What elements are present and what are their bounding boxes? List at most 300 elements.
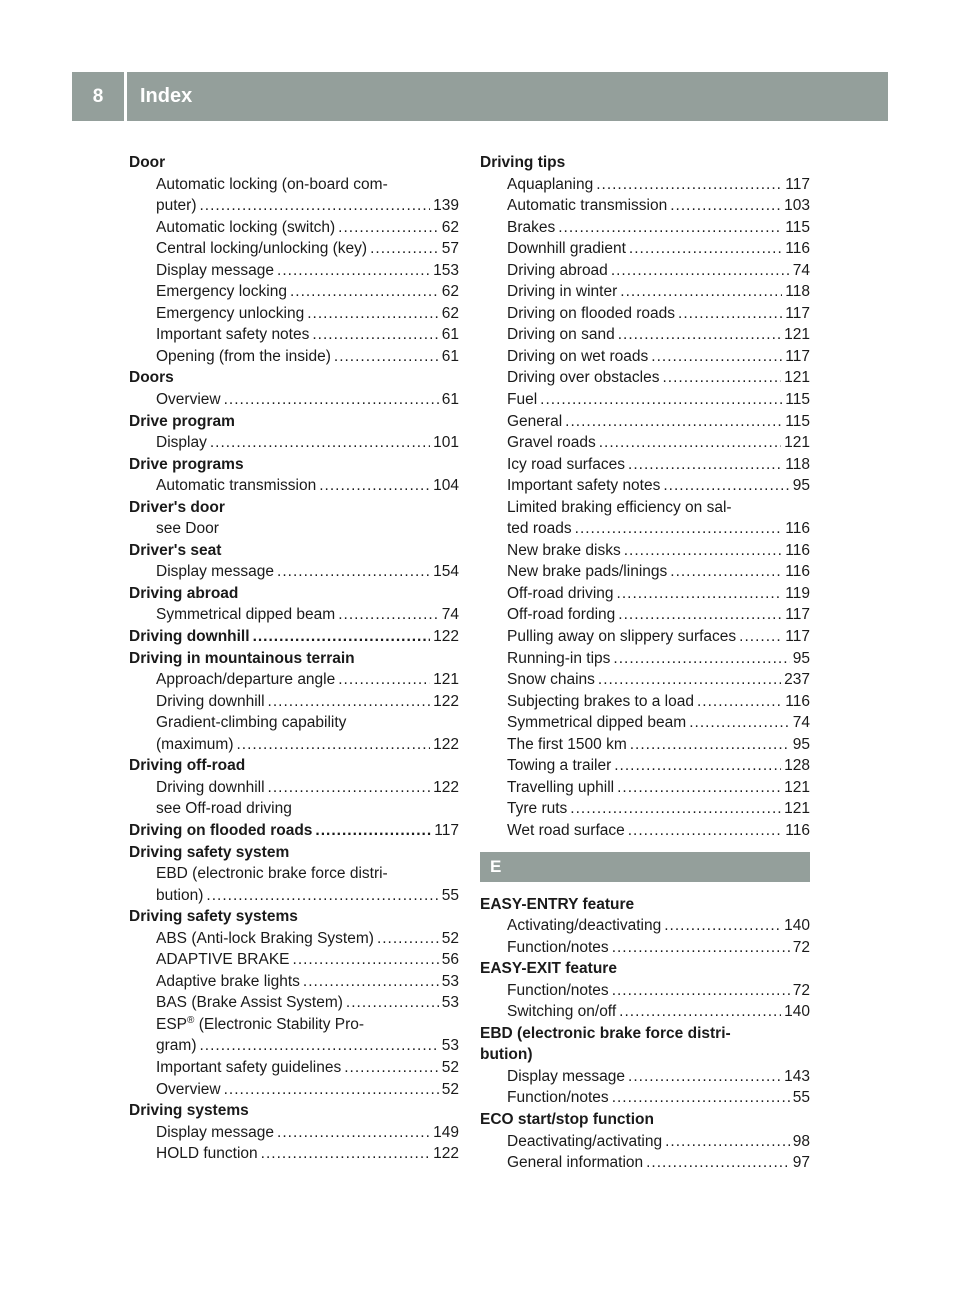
entry-text: Towing a trailer	[507, 757, 612, 775]
index-heading: Door	[129, 154, 166, 171]
leader-dots	[612, 980, 790, 1002]
page-ref: 121	[784, 326, 810, 344]
index-entry	[480, 346, 810, 368]
index-heading-entry	[129, 626, 459, 648]
entry-text: Driving on sand	[507, 326, 615, 344]
entry-text: Automatic transmission	[156, 477, 317, 495]
page-ref: 74	[792, 714, 810, 732]
leader-dots	[665, 1131, 790, 1153]
index-entry	[129, 777, 459, 799]
entry-text: Symmetrical dipped beam	[156, 606, 336, 624]
page-ref: 117	[434, 821, 459, 839]
page-ref: 95	[792, 477, 810, 495]
entry-text: Approach/departure angle	[156, 671, 336, 689]
leader-dots	[319, 475, 430, 497]
page-ref: 122	[433, 735, 459, 753]
leader-dots	[344, 1057, 439, 1079]
leader-dots	[261, 1143, 430, 1165]
entry-text: Wet road surface	[507, 821, 625, 839]
index-entry	[480, 518, 810, 540]
index-entry	[480, 561, 810, 583]
index-entry	[129, 928, 459, 950]
page-ref: 115	[785, 391, 810, 409]
entry-text: Display message	[156, 1123, 275, 1141]
leader-dots	[307, 303, 439, 325]
entry-text: Aquaplaning	[507, 175, 594, 193]
entry-text: Automatic transmission	[507, 197, 668, 215]
leader-dots	[293, 949, 439, 971]
index-entry	[129, 885, 459, 907]
leader-dots	[598, 669, 781, 691]
entry-text: Driving on flooded roads	[129, 821, 313, 839]
index-subentry-text: EBD (electronic brake force distri-	[156, 865, 388, 883]
page-ref: 122	[433, 778, 459, 796]
entry-text: Function/notes	[507, 938, 609, 956]
entry-text: Important safety notes	[507, 477, 661, 495]
index-column-left	[129, 152, 459, 1165]
leader-dots	[224, 1079, 439, 1101]
index-entry	[480, 937, 810, 959]
leader-dots	[628, 454, 782, 476]
index-entry	[129, 1122, 459, 1144]
page-ref: 56	[441, 951, 459, 969]
entry-text: Snow chains	[507, 671, 595, 689]
entry-text: Emergency unlocking	[156, 304, 305, 322]
index-entry	[129, 992, 459, 1014]
entry-text: Symmetrical dipped beam	[507, 714, 687, 732]
leader-dots	[206, 885, 438, 907]
leader-dots	[312, 324, 438, 346]
index-heading: EASY-EXIT feature	[480, 960, 617, 978]
entry-text: ABS (Anti-lock Braking System)	[156, 929, 374, 947]
entry-text: Display message	[156, 563, 275, 581]
leader-dots	[570, 798, 781, 820]
leader-dots	[614, 755, 781, 777]
index-entry	[129, 324, 459, 346]
page-ref: 121	[784, 800, 810, 818]
page-ref: 153	[433, 261, 459, 279]
leader-dots	[338, 669, 430, 691]
entry-text: BAS (Brake Assist System)	[156, 994, 343, 1012]
page-ref: 72	[792, 981, 810, 999]
index-entry	[129, 281, 459, 303]
entry-text: Icy road surfaces	[507, 455, 626, 473]
index-entry	[129, 260, 459, 282]
page-ref: 121	[784, 369, 810, 387]
index-heading: Drive programs	[129, 455, 244, 473]
index-heading: Driving safety system	[129, 843, 290, 861]
leader-dots	[739, 626, 782, 648]
index-entry	[480, 980, 810, 1002]
page-ref: 72	[792, 938, 810, 956]
index-column-right	[480, 152, 810, 1174]
index-entry	[480, 712, 810, 734]
entry-text: Opening (from the inside)	[156, 347, 331, 365]
leader-dots	[565, 411, 782, 433]
index-entry	[480, 217, 810, 239]
leader-dots	[277, 260, 430, 282]
entry-text: Important safety guidelines	[156, 1058, 342, 1076]
leader-dots	[629, 238, 782, 260]
page-ref: 140	[784, 917, 810, 935]
leader-dots	[277, 561, 430, 583]
leader-dots	[628, 820, 783, 842]
index-heading: Driving safety systems	[129, 908, 298, 926]
entry-text: Subjecting brakes to a load	[507, 692, 694, 710]
page-ref: 95	[792, 649, 810, 667]
header-bar	[72, 72, 888, 121]
leader-dots	[334, 346, 439, 368]
page-ref: 101	[433, 434, 459, 452]
index-entry	[129, 669, 459, 691]
entry-text: Overview	[156, 1080, 221, 1098]
entry-text: Off-road driving	[507, 584, 614, 602]
index-entry	[480, 174, 810, 196]
index-entry	[480, 324, 810, 346]
leader-dots	[663, 475, 789, 497]
index-heading: Doors	[129, 369, 174, 387]
page-ref: 52	[441, 929, 459, 947]
page-ref: 121	[784, 778, 810, 796]
index-entry	[480, 475, 810, 497]
entry-text: Driving downhill	[156, 778, 265, 796]
leader-dots	[664, 915, 781, 937]
page-ref: 143	[784, 1067, 810, 1085]
leader-dots	[670, 561, 782, 583]
index-entry	[129, 691, 459, 713]
index-entry	[129, 604, 459, 626]
index-subentry-text: see Off-road driving	[156, 800, 292, 818]
index-entry	[129, 561, 459, 583]
leader-dots	[697, 691, 782, 713]
entry-text: ADAPTIVE BRAKE	[156, 951, 290, 969]
index-entry	[480, 454, 810, 476]
leader-dots	[370, 238, 439, 260]
page-ref: 61	[441, 326, 459, 344]
index-entry	[129, 432, 459, 454]
page-ref: 122	[433, 692, 459, 710]
index-entry	[480, 583, 810, 605]
entry-text: Activating/deactivating	[507, 917, 662, 935]
entry-text: Gravel roads	[507, 434, 596, 452]
index-entry	[480, 411, 810, 433]
page-ref: 117	[785, 628, 810, 646]
index-heading: Driving in mountainous terrain	[129, 649, 355, 667]
page-ref: 97	[792, 1154, 810, 1172]
entry-text: New brake pads/linings	[507, 563, 668, 581]
index-entry	[480, 432, 810, 454]
page-ref: 117	[785, 347, 810, 365]
leader-dots	[617, 583, 783, 605]
leader-dots	[689, 712, 790, 734]
leader-dots	[612, 937, 790, 959]
entry-text: HOLD function	[156, 1145, 258, 1163]
page-ref: 140	[784, 1003, 810, 1021]
leader-dots	[618, 324, 781, 346]
index-entry	[480, 389, 810, 411]
page-ref: 116	[785, 563, 810, 581]
index-entry	[129, 389, 459, 411]
index-heading-entry	[129, 820, 459, 842]
entry-text: Off-road fording	[507, 606, 616, 624]
entry-text: Driving on flooded roads	[507, 304, 676, 322]
leader-dots	[268, 691, 431, 713]
entry-text: New brake disks	[507, 541, 621, 559]
entry-text: Fuel	[507, 391, 538, 409]
leader-dots	[651, 346, 782, 368]
index-entry	[480, 626, 810, 648]
entry-text: Travelling uphill	[507, 778, 615, 796]
leader-dots	[575, 518, 783, 540]
index-entry	[480, 195, 810, 217]
page-ref: 115	[785, 412, 810, 430]
page-ref: 104	[433, 477, 459, 495]
leader-dots	[200, 195, 431, 217]
index-entry	[480, 755, 810, 777]
leader-dots	[253, 626, 431, 648]
entry-text: Deactivating/activating	[507, 1132, 663, 1150]
page-ref: 74	[792, 261, 810, 279]
entry-text: Brakes	[507, 218, 556, 236]
page-ref: 119	[785, 584, 810, 602]
index-entry	[480, 798, 810, 820]
entry-text: Tyre ruts	[507, 800, 568, 818]
entry-text: Emergency locking	[156, 283, 287, 301]
leader-dots	[612, 1087, 790, 1109]
page-ref: 55	[792, 1089, 810, 1107]
page-ref: 121	[784, 434, 810, 452]
leader-dots	[617, 777, 781, 799]
page-ref: 52	[441, 1080, 459, 1098]
index-entry	[480, 777, 810, 799]
index-entry	[129, 1035, 459, 1057]
leader-dots	[618, 604, 782, 626]
leader-dots	[199, 1035, 438, 1057]
index-entry	[129, 303, 459, 325]
page-ref: 53	[441, 972, 459, 990]
index-heading: Drive program	[129, 412, 235, 430]
page-ref: 53	[441, 1037, 459, 1055]
page-number: 8	[92, 85, 104, 107]
page-ref: 116	[785, 541, 810, 559]
index-entry	[480, 648, 810, 670]
leader-dots	[599, 432, 781, 454]
entry-text: Important safety notes	[156, 326, 310, 344]
page-ref: 115	[785, 218, 810, 236]
page-ref: 154	[433, 563, 459, 581]
entry-text: Driving on wet roads	[507, 347, 649, 365]
index-entry	[480, 915, 810, 937]
index-entry	[480, 604, 810, 626]
index-heading: Driving tips	[480, 154, 566, 171]
leader-dots	[210, 432, 430, 454]
leader-dots	[670, 195, 781, 217]
index-entry	[480, 303, 810, 325]
index-entry	[480, 1066, 810, 1088]
registered-mark: ®	[187, 1014, 195, 1026]
entry-text: gram)	[156, 1037, 197, 1055]
leader-dots	[678, 303, 782, 325]
page-ref: 61	[441, 347, 459, 365]
leader-dots	[303, 971, 439, 993]
leader-dots	[620, 281, 782, 303]
page-ref: 139	[433, 197, 459, 215]
leader-dots	[619, 1001, 781, 1023]
index-entry	[480, 540, 810, 562]
entry-text: Driving downhill	[129, 628, 250, 646]
entry-text: puter)	[156, 197, 197, 215]
index-subentry-text: Gradient-climbing capability	[156, 714, 347, 732]
index-heading: EBD (electronic brake force distri-	[480, 1024, 731, 1042]
index-entry	[129, 1079, 459, 1101]
leader-dots	[628, 1066, 781, 1088]
page-ref: 52	[441, 1058, 459, 1076]
index-entry	[129, 238, 459, 260]
leader-dots	[224, 389, 439, 411]
entry-text: Downhill gradient	[507, 240, 626, 258]
page-ref: 116	[785, 240, 810, 258]
leader-dots	[237, 734, 431, 756]
page-ref: 117	[785, 175, 810, 193]
page-ref: 237	[784, 671, 810, 689]
index-entry	[129, 949, 459, 971]
page-title: Index	[140, 85, 193, 107]
entry-text: Display message	[507, 1067, 626, 1085]
page-ref: 61	[441, 391, 459, 409]
page-ref: 122	[433, 1145, 459, 1163]
index-subentry-text: Automatic locking (on-board com-	[156, 175, 388, 193]
index-entry	[129, 475, 459, 497]
page-ref: 117	[785, 606, 810, 624]
entry-text: Pulling away on slippery surfaces	[507, 628, 737, 646]
entry-text: ESP	[156, 1015, 188, 1033]
entry-text: Display message	[156, 261, 275, 279]
index-entry	[129, 1057, 459, 1079]
entry-text: Function/notes	[507, 981, 609, 999]
leader-dots	[377, 928, 439, 950]
index-entry	[129, 195, 459, 217]
index-entry	[129, 734, 459, 756]
index-subentry-text: see Door	[156, 520, 219, 538]
index-entry	[480, 1087, 810, 1109]
entry-text: Display	[156, 434, 207, 452]
page-ref: 74	[441, 606, 459, 624]
page-ref: 149	[433, 1123, 459, 1141]
entry-text: The first 1500 km	[507, 735, 627, 753]
index-heading: ECO start/stop function	[480, 1110, 654, 1128]
page-ref: 57	[441, 240, 459, 258]
page-ref: 103	[784, 197, 810, 215]
page-ref: 116	[785, 520, 810, 538]
index-entry	[129, 346, 459, 368]
entry-text: Driving abroad	[507, 261, 608, 279]
index-subentry-text	[129, 1014, 459, 1036]
index-entry	[480, 281, 810, 303]
page-ref: 128	[784, 757, 810, 775]
leader-dots	[611, 260, 790, 282]
leader-dots	[613, 648, 789, 670]
page-ref: 116	[785, 821, 810, 839]
page-ref: 118	[785, 455, 810, 473]
index-heading: EASY-ENTRY feature	[480, 895, 635, 913]
page-ref: 53	[441, 994, 459, 1012]
leader-dots	[624, 540, 783, 562]
entry-text: Switching on/off	[507, 1003, 617, 1021]
index-heading: Driver's door	[129, 498, 225, 516]
page-ref: 122	[433, 628, 459, 646]
entry-text: Automatic locking (switch)	[156, 218, 336, 236]
section-letter: E	[480, 852, 810, 882]
page-ref: 95	[792, 735, 810, 753]
page-ref: 62	[441, 304, 459, 322]
entry-text: (Electronic Stability Pro-	[194, 1015, 365, 1033]
index-entry	[480, 1152, 810, 1174]
page-ref: 117	[785, 304, 810, 322]
entry-text: ted roads	[507, 520, 572, 538]
index-heading: Driver's seat	[129, 541, 222, 559]
leader-dots	[662, 367, 781, 389]
page-ref: 98	[792, 1132, 810, 1150]
index-subentry-text: Limited braking efficiency on sal-	[507, 498, 732, 516]
entry-text: Driving in winter	[507, 283, 618, 301]
index-entry	[480, 367, 810, 389]
leader-dots	[596, 174, 782, 196]
page-ref: 121	[433, 671, 459, 689]
page-ref: 118	[785, 283, 810, 301]
index-heading: bution)	[480, 1046, 533, 1064]
entry-text: Driving downhill	[156, 692, 265, 710]
leader-dots	[346, 992, 439, 1014]
leader-dots	[277, 1122, 430, 1144]
index-heading: Driving off-road	[129, 757, 246, 775]
index-heading: Driving abroad	[129, 584, 239, 602]
index-entry	[480, 238, 810, 260]
page-ref: 62	[441, 218, 459, 236]
page-ref: 116	[785, 692, 810, 710]
page-ref: 62	[441, 283, 459, 301]
leader-dots	[315, 820, 431, 842]
index-entry	[480, 260, 810, 282]
leader-dots	[338, 604, 439, 626]
entry-text: Driving over obstacles	[507, 369, 660, 387]
entry-text: Function/notes	[507, 1089, 609, 1107]
leader-dots	[540, 389, 782, 411]
entry-text: (maximum)	[156, 735, 234, 753]
index-entry	[480, 1131, 810, 1153]
index-entry	[129, 971, 459, 993]
leader-dots	[338, 217, 439, 239]
leader-dots	[558, 217, 782, 239]
index-entry	[480, 669, 810, 691]
entry-text: Overview	[156, 391, 221, 409]
index-entry	[480, 1001, 810, 1023]
header-divider	[124, 72, 127, 121]
entry-text: General	[507, 412, 563, 430]
index-entry	[129, 1143, 459, 1165]
index-heading: Driving systems	[129, 1102, 249, 1120]
entry-text: Central locking/unlocking (key)	[156, 240, 368, 258]
leader-dots	[630, 734, 790, 756]
entry-text: General information	[507, 1154, 644, 1172]
entry-text: bution)	[156, 886, 204, 904]
leader-dots	[268, 777, 431, 799]
leader-dots	[646, 1152, 790, 1174]
index-entry	[480, 691, 810, 713]
entry-text: Running-in tips	[507, 649, 611, 667]
page-ref: 55	[441, 886, 459, 904]
entry-text: Adaptive brake lights	[156, 972, 300, 990]
index-entry	[480, 820, 810, 842]
